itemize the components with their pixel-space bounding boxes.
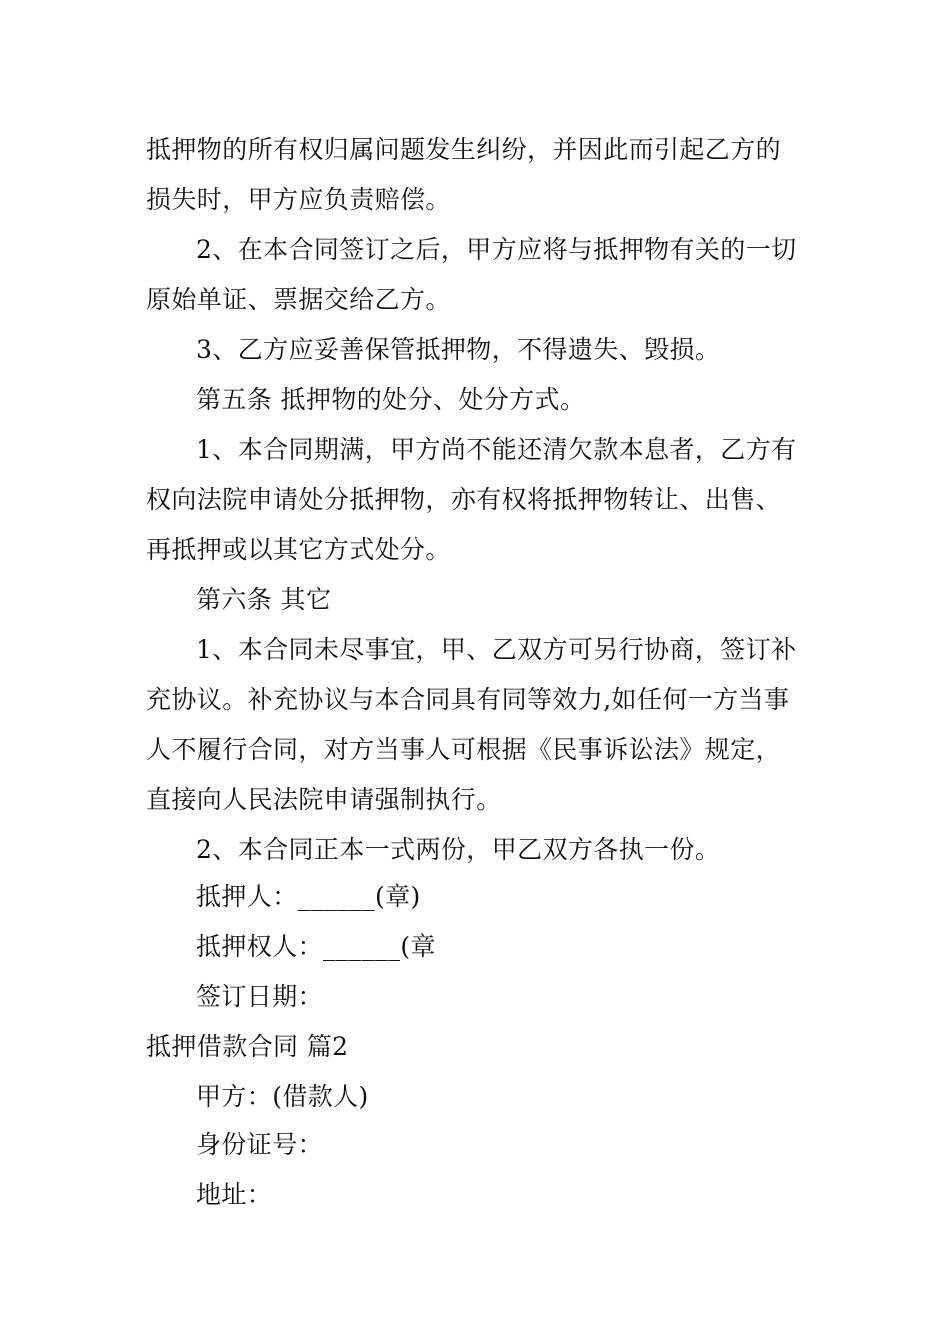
address-line: 地址： <box>196 1180 273 1209</box>
paragraph-line: 抵押物的所有权归属问题发生纠纷，并因此而引起乙方的 <box>146 135 782 164</box>
paragraph-line: 损失时，甲方应负责赔偿。 <box>146 185 451 214</box>
paragraph-line: 原始单证、票据交给乙方。 <box>146 285 451 314</box>
id-number-line: 身份证号： <box>196 1130 324 1159</box>
paragraph-line: 充协议。补充协议与本合同具有同等效力,如任何一方当事 <box>146 685 790 714</box>
paragraph-line: 1、本合同期满，甲方尚不能还清欠款本息者，乙方有 <box>196 435 797 464</box>
paragraph-line: 直接向人民法院申请强制执行。 <box>146 785 502 814</box>
signing-date-line: 签订日期： <box>196 982 324 1011</box>
party-a-line: 甲方：(借款人) <box>196 1082 369 1111</box>
paragraph-line: 权向法院申请处分抵押物，亦有权将抵押物转让、出售、 <box>146 485 782 514</box>
signature-line-mortgagor: 抵押人：______(章) <box>196 882 421 911</box>
paragraph-line: 2、本合同正本一式两份，甲乙双方各执一份。 <box>196 835 721 864</box>
paragraph-line: 2、在本合同签订之后，甲方应将与抵押物有关的一切 <box>196 235 797 264</box>
section-heading: 第六条 其它 <box>196 585 332 614</box>
paragraph-line: 3、乙方应妥善保管抵押物，不得遗失、毁损。 <box>196 335 721 364</box>
signature-line-mortgagee: 抵押权人：______(章 <box>196 932 436 961</box>
paragraph-line: 1、本合同未尽事宜，甲、乙双方可另行协商，签订补 <box>196 635 797 664</box>
contract-title: 抵押借款合同 篇2 <box>146 1032 349 1061</box>
paragraph-line: 再抵押或以其它方式处分。 <box>146 535 451 564</box>
section-heading: 第五条 抵押物的处分、处分方式。 <box>196 385 586 414</box>
paragraph-line: 人不履行合同，对方当事人可根据《民事诉讼法》规定， <box>146 735 782 764</box>
